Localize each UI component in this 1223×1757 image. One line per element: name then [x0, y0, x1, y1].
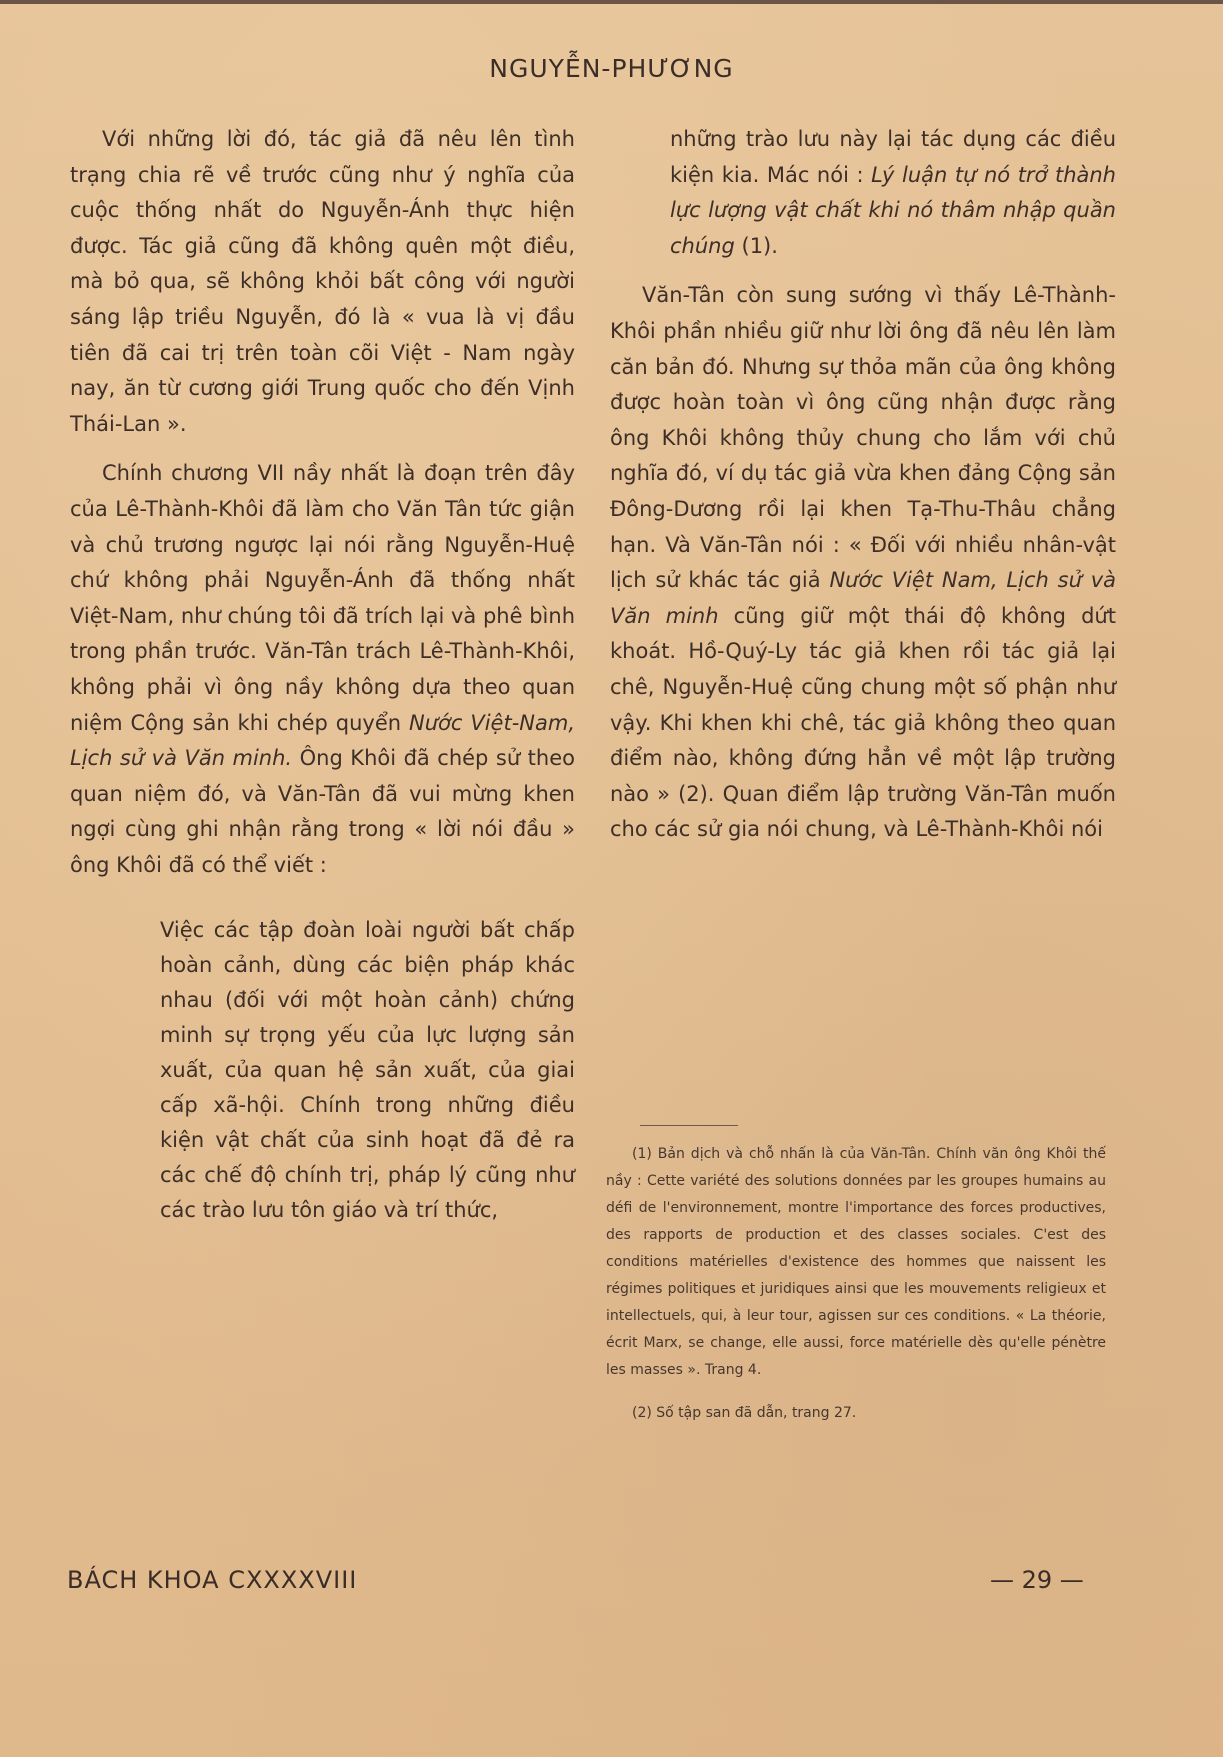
- block-quote: [160, 913, 575, 1228]
- footnote-ref: (1).: [741, 233, 778, 258]
- paragraph-text: Với những lời đó, tác giả đã nêu lên tình trạng chia rẽ về trước cũng như ý nghĩa của cuộc thống nhất do Nguyễn-Ánh thực hiện được. Tác giả cũng đã không quên một điều, mà bỏ qua, sẽ không khỏi bất công với người sáng lập triều Nguyễn, đó là « vua là vị đầu tiên đã cai trị trên toàn cõi Việt - Nam ngày nay, ăn từ cương giới Trung quốc cho đến Vịnh Thái-Lan ».: [70, 127, 575, 436]
- running-title: NGUYỄN-PHƯƠNG: [489, 54, 734, 83]
- right-column: [610, 122, 1116, 848]
- publication-name: BÁCH KHOA CXXXXVIII: [67, 1566, 358, 1594]
- footnotes: [606, 1141, 1106, 1427]
- book-title: Nước Việt-Nam, Lịch sử và Văn minh.: [70, 710, 575, 771]
- book-title: Nước Việt Nam, Lịch sử và Văn minh: [610, 568, 1116, 628]
- page-number: — 29 —: [990, 1566, 1084, 1594]
- footnote-1: (1) Bản dịch và chỗ nhấn là của Văn-Tân. Chính văn ông Khôi thế nầy : Cette variété des solutions données par les groupes humains au défi de l'environnement, montre l'importance des forces productives, des rapports de production et des classes sociales. C'est des conditions matérielles d'existence des hommes que naissent les régimes politiques et juridiques ainsi que les mouvements religieux et intellectuels, qui, à leur tour, agissen sur ces conditions. « La théorie, écrit Marx, se change, elle aussi, force matérielle dès qu'elle pénètre les masses ». Trang 4.: [606, 1146, 1106, 1378]
- paragraph-text: Văn-Tân còn sung sướng vì thấy Lê-Thành-Khôi phần nhiều giữ như lời ông đã nêu lên làm căn bản đó. Nhưng sự thỏa mãn của ông không được hoàn toàn vì ông cũng nhận được rằng ông Khôi không thủy chung cho lắm với chủ nghĩa đó, ví dụ tác giả vừa khen đảng Cộng sản Đông-Dương rồi lại khen Tạ-Thu-Thâu chẳng hạn. Và Văn-Tân nói : « Đối với nhiều nhân-vật lịch sử khác tác giả: [610, 283, 1116, 593]
- left-column: [70, 122, 575, 1228]
- paragraph-text: Chính chương VII nầy nhất là đoạn trên đây của Lê-Thành-Khôi đã làm cho Văn Tân tức giận và chủ trương ngược lại nói rằng Nguyễn-Huệ chứ không phải Nguyễn-Ánh đã thống nhất Việt-Nam, như chúng tôi đã trích lại và phê bình trong phần trước. Văn-Tân trách Lê-Thành-Khôi, không phải vì ông nầy không dựa theo quan niệm Cộng sản khi chép quyển: [70, 461, 575, 735]
- paragraph: [70, 456, 575, 883]
- block-quote-continued: [670, 122, 1116, 264]
- footnote-divider: [640, 1125, 738, 1126]
- paragraph: [610, 278, 1116, 848]
- paragraph-text: Ông Khôi đã chép sử theo quan niệm đó, và Văn-Tân đã vui mừng khen ngợi cùng ghi nhận rằng trong « lời nói đầu » ông Khôi đã có thể viết :: [70, 746, 575, 877]
- paragraph: [70, 122, 575, 442]
- quote-text: những trào lưu này lại tác dụng các điều kiện kia. Mác nói :: [670, 127, 1116, 187]
- quote-text: Việc các tập đoàn loài người bất chấp hoàn cảnh, dùng các biện pháp khác nhau (đối với một hoàn cảnh) chứng minh sự trọng yếu của lực lượng sản xuất, của quan hệ sản xuất, của giai cấp xã-hội. Chính trong những điều kiện vật chất của sinh hoạt đã đẻ ra các chế độ chính trị, pháp lý cũng như các trào lưu tôn giáo và trí thức,: [160, 918, 575, 1223]
- paragraph-text: cũng giữ một thái độ không dứt khoát. Hồ-Quý-Ly tác giả khen rồi tác giả lại chê, Nguyễn-Huệ cũng chung một số phận như vậy. Khi khen khi chê, tác giả không theo quan điểm nào, không đứng hẳn về một lập trường nào » (2). Quan điểm lập trường Văn-Tân muốn cho các sử gia nói chung, và Lê-Thành-Khôi nói: [610, 603, 1116, 842]
- quote-emphasis: Lý luận tự nó trở thành lực lượng vật chất khi nó thâm nhập quần chúng: [670, 162, 1116, 258]
- footnote-2: (2) Số tập san đã dẫn, trang 27.: [632, 1405, 857, 1421]
